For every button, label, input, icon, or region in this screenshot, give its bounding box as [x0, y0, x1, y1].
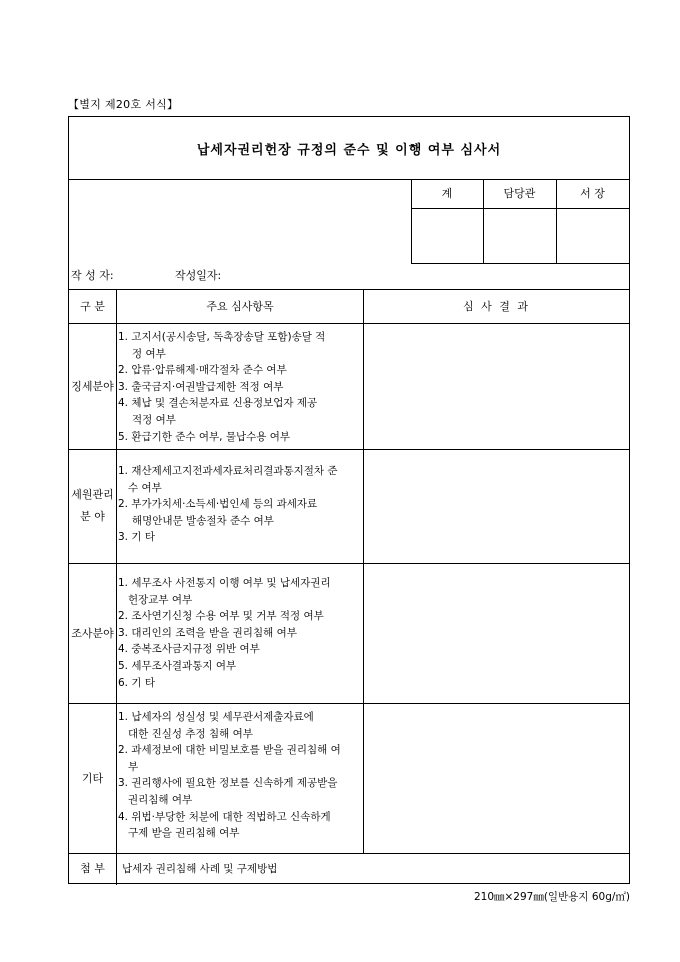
section-collection-label: 징세분야 [71, 379, 114, 393]
section-tax-source-result[interactable] [364, 450, 629, 563]
list-item: 정 여부 [132, 347, 166, 360]
section-tax-source-label-line1: 세원관리 [71, 488, 114, 501]
list-item: 권리침해 여부 [128, 793, 193, 806]
list-item: 1. 재산제세고지전과세자료처리결과통지절차 준 [118, 465, 338, 477]
list-item: 적정 여부 [132, 413, 176, 426]
list-item: 3. 권리행사에 필요한 정보를 신속하게 제공받을 [118, 777, 338, 790]
divider [411, 263, 629, 264]
list-item: 3. 출국금지·여권발급제한 적정 여부 [118, 380, 284, 393]
approval-header-staff: 계 [441, 187, 453, 200]
list-item: 2. 부가가치세·소득세·법인세 등의 과세자료 [118, 498, 318, 511]
divider [116, 289, 117, 885]
section-other-label: 기타 [81, 771, 104, 785]
list-item: 헌장교부 여부 [128, 593, 193, 606]
list-item: 3. 기 타 [118, 531, 155, 544]
header-items: 주요 심사항목 [206, 299, 274, 313]
paper-spec: 210㎜×297㎜(일반용지 60g/㎡) [473, 891, 630, 903]
date-label: 작성일자: [175, 269, 222, 282]
section-other-items [118, 709, 362, 842]
list-item: 1. 납세자의 성실성 및 세무관서제출자료에 [118, 711, 314, 723]
list-item: 5. 환급기한 준수 여부, 물납수용 여부 [118, 430, 291, 443]
list-item: 2. 과세정보에 대한 비밀보호를 받을 권리침해 여 [118, 744, 341, 757]
header-result: 심 사 결 과 [463, 299, 530, 313]
list-item: 2. 조사연기신청 수용 여부 및 거부 적정 여부 [118, 610, 324, 623]
approval-sign-chief[interactable] [557, 209, 629, 263]
list-item: 5. 세무조사결과통지 여부 [118, 659, 237, 672]
list-item: 1. 세무조사 사전통지 이행 여부 및 납세자권리 [118, 577, 331, 589]
approval-header-officer: 담당관 [503, 187, 536, 200]
approval-sign-officer[interactable] [484, 209, 556, 263]
list-item: 부 [128, 760, 139, 773]
attachment-label: 첨 부 [80, 861, 105, 875]
list-item: 대한 진실성 추정 침해 여부 [128, 727, 253, 740]
header-category: 구 분 [80, 299, 105, 313]
list-item: 수 여부 [128, 481, 162, 494]
divider [69, 853, 629, 854]
section-tax-source-items [118, 463, 362, 546]
list-item: 해명안내문 발송절차 준수 여부 [132, 514, 274, 527]
approval-sign-staff[interactable] [412, 209, 483, 263]
list-item: 4. 체납 및 결손처분자료 신용정보업자 제공 [118, 397, 318, 410]
list-item: 구제 받을 권리침해 여부 [128, 827, 240, 840]
list-item: 4. 중복조사금지규정 위반 여부 [118, 643, 260, 656]
list-item: 1. 고지서(공시송달, 독촉장송달 포함)송달 적 [118, 331, 326, 343]
section-audit-label: 조사분야 [71, 626, 114, 640]
review-form [68, 116, 630, 884]
form-title: 납세자권리헌장 규정의 준수 및 이행 여부 심사서 [196, 142, 502, 158]
list-item: 4. 위법·부당한 처분에 대한 적법하고 신속하게 [118, 810, 331, 823]
section-tax-source-label [69, 449, 116, 563]
list-item: 6. 기 타 [118, 676, 155, 689]
list-item: 2. 압류·압류해제·매각절차 준수 여부 [118, 364, 287, 377]
section-audit-result[interactable] [364, 564, 629, 703]
section-audit-items [118, 575, 362, 691]
author-label: 작 성 자: [71, 269, 114, 282]
section-collection-result[interactable] [364, 324, 629, 449]
approval-header-chief: 서 장 [580, 187, 605, 200]
form-number-label: 【별지 제20호 서식】 [68, 98, 179, 111]
section-collection-items [118, 329, 362, 445]
list-item: 3. 대리인의 조력을 받을 권리침해 여부 [118, 626, 297, 639]
attachment-value: 납세자 권리침해 사례 및 구제방법 [122, 863, 278, 875]
section-other-result[interactable] [364, 704, 629, 853]
section-tax-source-label-line2: 분 야 [80, 510, 105, 523]
